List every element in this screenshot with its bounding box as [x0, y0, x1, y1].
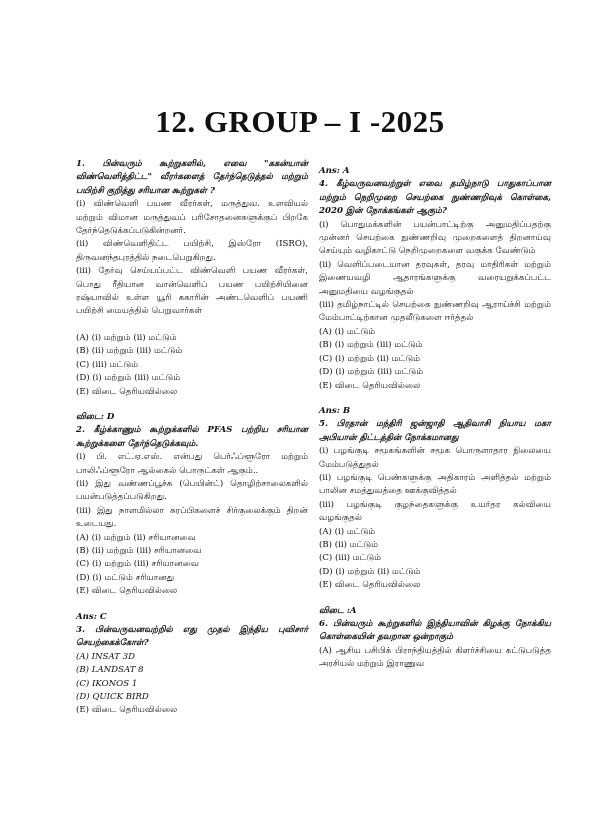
q5-statement-2: (ii) பழங்குடி பெண்களுக்கு அதிகாரம் அளித்தல் மற்றும் பாலின சமத்துவத்தை ஊக்குவித்தல்	[319, 472, 551, 497]
q1-option-d: (D) (i) மற்றும் (iii) மட்டும்	[76, 373, 181, 384]
q1-statement-2: (ii) விண்வெளிதிட்ட பயிற்சி, இஸ்ரோ (ISRO), திருவனந்தபுரத்தில் நடைபெறுகிறது.	[76, 239, 308, 263]
q2-answer: Ans: C	[76, 611, 107, 622]
q4-option-c: (C) (i) மற்றும் (ii) மட்டும்	[319, 353, 421, 364]
question-6: 6. பின்வரும் கூற்றுகளில் இந்தியாவின் கிழக்கு நோக்கிய கொள்கையின் தவறான ஒன்றாகும்	[319, 619, 551, 643]
q5-option-d: (D) (i) மற்றும் (ii) மட்டும்	[319, 566, 421, 577]
question-3: 3. பின்வருவனவற்றில் எது முதல் இந்திய புவிசார் செயற்கைக்கோள்?	[76, 625, 308, 649]
question-1: 1. பின்வரும் கூற்றுகளில், எவை "ககன்யான் விண்வெளித்திட்ட" வீரர்களைத் தேர்ந்தெடுத்தல் மற்றும் பயிற்சி குறித்து சரியான கூற்றுகள் ?	[76, 159, 308, 196]
q1-option-e: (E) விடை தெரியவில்லை	[76, 386, 178, 397]
q2-statement-1: (i) பி. எட்.ஏ.எஸ். என்பது பெர்ஃப்ளூரோ மற்றும் பாலிஃப்ளூரோ ஆல்கைல் பொருட்கள் ஆகும்..	[76, 452, 308, 476]
q1-option-c: (C) (iii) மட்டும்	[76, 359, 139, 370]
q3-option-d: (D) QUICK BIRD	[76, 692, 149, 703]
q5-option-b: (B) (ii) மட்டும்	[319, 539, 379, 550]
q4-option-d: (D) (i) மற்றும் (iii) மட்டும்	[319, 367, 424, 378]
q5-option-c: (C) (iii) மட்டும்	[319, 553, 382, 564]
q3-option-a: (A) INSAT 3D	[76, 651, 136, 662]
q2-option-a: (A) (i) மற்றும் (ii) சரியானவை	[76, 532, 196, 543]
q2-statement-3: (iii) இது நாளமில்லா சுரப்பிகளைச் சிர்குலைக்கும் திறன் உடையது.	[76, 505, 308, 530]
q1-answer: விடை: D	[76, 411, 115, 422]
q3-option-e: (E) விடை தெரியவில்லை	[76, 705, 178, 716]
q3-option-c: (C) IKONOS 1	[76, 678, 138, 689]
q4-option-b: (B) (i) மற்றும் (iii) மட்டும்	[319, 340, 423, 351]
q3-option-b: (B) LANDSAT 8	[76, 665, 144, 676]
q4-option-a: (A) (i) மட்டும்	[319, 326, 376, 337]
q3-answer: Ans: A	[319, 166, 350, 176]
q2-statement-2: (ii) இது வண்ணப்பூச்சு (பெயின்ட்) தொழிற்சாலைகளில் பயன்படுத்தப்படுகிறது.	[76, 478, 308, 503]
question-5: 5. பிரதான் மந்திரி ஜன்ஜாதி ஆதிவாசி நியாய மகா அபியான் திட்டத்தின் நோக்கமானது	[319, 419, 551, 443]
question-4: 4. கீழ்வருவனவற்றுள் எவை தமிழ்நாடு பாதுகாப்பான மற்றும் நெறிமுறை செயற்கை நுண்ணறிவுக் கொள்கை, 2020 இன் நோக்கங்கள் ஆகும்?	[319, 179, 551, 217]
q4-option-e: (E) விடை தெரியவில்லை	[319, 380, 421, 391]
page-title: 12. GROUP – I -2025	[155, 104, 445, 139]
q4-statement-1: (i) பொதுமக்களின் பயன்பாட்டிற்கு அனுமதிப்பதற்கு முன்னர் செயற்கை நுண்ணறிவு முறைகளைத் திறனாய்வு செய்யும் வழிகாட்டு நெறிமுறைகளை வகுக்க வேண்டும்	[319, 219, 551, 257]
q5-statement-3: (iii) பழங்குடி குழந்தைகளுக்கு உயர்தர கல்வியை வழங்குதல்	[319, 499, 551, 524]
q2-option-b: (B) (ii) மற்றும் (iii) சரியானவை	[76, 545, 202, 556]
left-column	[76, 158, 308, 718]
q4-statement-3: (iii) தமிழ்நாட்டில் செயற்கை நுண்ணறிவு ஆராய்ச்சி மற்றும் மேம்பாட்டிற்கான முதலீடுகளை ஈர்த்தல்	[319, 300, 551, 324]
q6-option-a: (A) ஆசிய பசிபிக் பிராந்தியத்தில் கிளர்ச்சியை கட்டுபடுத்த அரசியல் மற்றும் இராணுவ	[319, 645, 551, 670]
q1-option-a: (A) (i) மற்றும் (ii) மட்டும்	[76, 332, 177, 343]
q5-option-e: (E) விடை தெரியவில்லை	[319, 580, 421, 591]
right-column	[319, 165, 551, 672]
q4-statement-2: (ii) வெளிப்படையான தரவுகள், தரவு மாதிரிகள் மற்றும் இணையவழி ஆதாரங்களுக்கு வரையறுக்கப்பட்ட அனுமதியை வழங்குதல்	[319, 259, 551, 297]
q4-answer: Ans: B	[319, 405, 351, 416]
q1-statement-1: (i) விண்வெளி பயண வீரர்கள், மருத்துவ. உளவியல் மற்றும் விமான மருத்துவப் பரிசோதனைகளுக்குப் பிறகே தேர்ந்தெடுக்கப்படுகின்றனர்.	[76, 199, 308, 237]
q2-option-c: (C) (i) மற்றும் (iii) சரியானவை	[76, 559, 199, 570]
q5-statement-1: (i) பழங்குடி சமூகங்களின் சமூக பொருளாதார நிலையை மேம்படுத்துதல்	[319, 446, 551, 470]
q5-answer: விடை :A	[319, 605, 357, 616]
q1-option-b: (B) (ii) மற்றும் (iii) மட்டும்	[76, 346, 183, 357]
q2-option-e: (E) விடை தெரியவில்லை	[76, 586, 178, 597]
q5-option-a: (A) (i) மட்டும்	[319, 526, 376, 537]
question-2: 2. கீழ்க்காணும் கூற்றுக்களில் PFAS பற்றிய சரியான கூற்றுக்களை தேர்ந்தெடுக்கவும்.	[76, 425, 308, 449]
q1-statement-3: (iii) தேர்வு செய்யப்பட்ட விண்வெளி பயண வீரர்கள், பொது ரீதியான வான்வெளிப் பயண பயிற்சியினை ரஷ்யாவில் உள்ள யூரி ககாரின் அண்டவெளிப் பயணி பயிற்சி மையத்தில் பெறுவார்கள்	[76, 266, 308, 317]
q2-option-d: (D) (i) மட்டும் சரியானது	[76, 572, 175, 583]
